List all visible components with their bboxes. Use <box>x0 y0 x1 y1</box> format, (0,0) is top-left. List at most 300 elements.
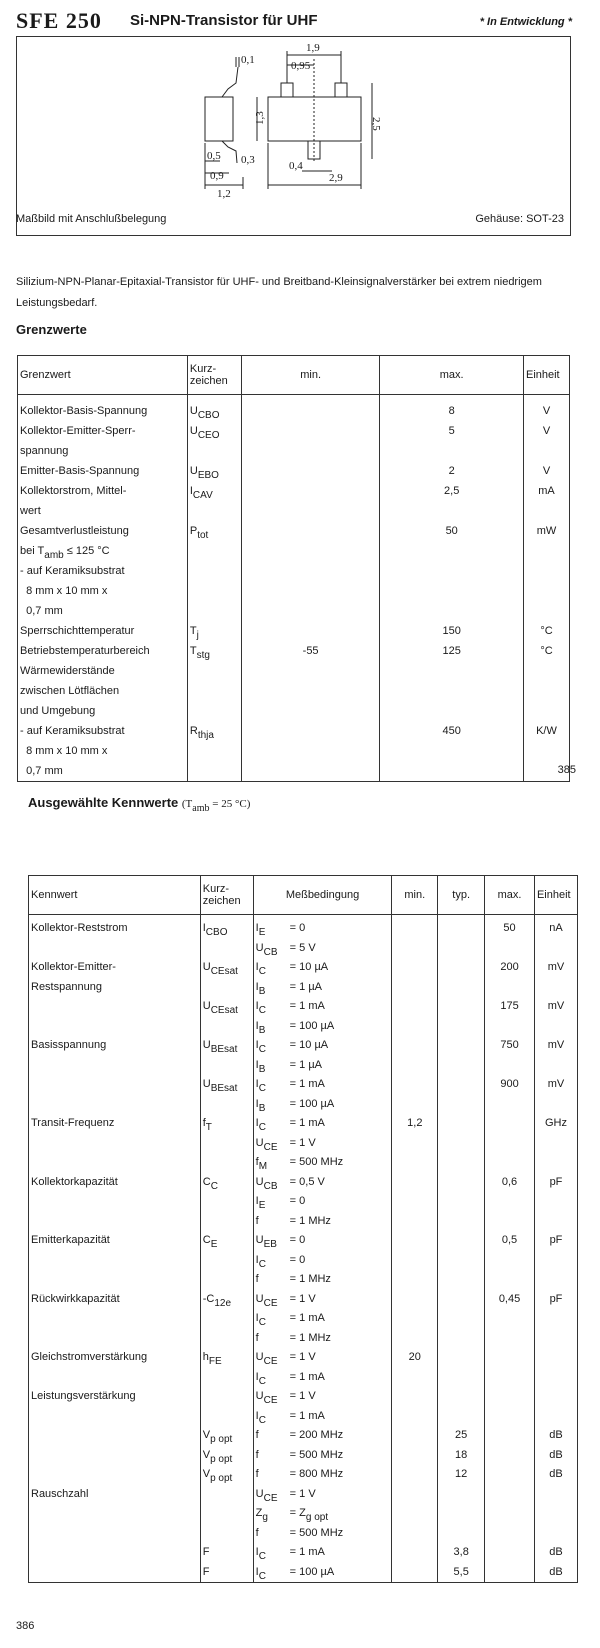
unit-value <box>534 1114 577 1173</box>
symbol-cell <box>200 997 253 1036</box>
condition-line <box>256 1134 390 1154</box>
unit-value <box>534 1387 577 1485</box>
unit-value <box>523 521 569 621</box>
typ-value-line <box>440 1153 482 1173</box>
typ-value-line <box>440 1134 482 1154</box>
max-value <box>380 661 524 782</box>
min-value-line <box>394 1465 435 1485</box>
condition-symbol: $U_{CB}$ <box>255 941 278 958</box>
symbol: $-C_{12e}$ <box>202 1292 232 1309</box>
max-text: 50 <box>445 525 458 537</box>
param-line: Wärmewiderstände <box>20 665 115 677</box>
unit-value-line <box>537 1212 575 1232</box>
param-name <box>18 521 188 621</box>
subscript: B <box>258 1024 266 1036</box>
condition-symbol: $U_{CE}$ <box>255 1390 278 1406</box>
max-value <box>485 1485 535 1583</box>
typ-value <box>438 1485 485 1583</box>
kennwerte-row <box>29 1114 578 1173</box>
header-grenzwert: Grenzwert <box>18 356 188 395</box>
min-value-line <box>394 1504 435 1524</box>
typ-value <box>438 997 485 1036</box>
max-text: 150 <box>442 625 461 637</box>
max-value-line <box>487 1329 532 1349</box>
kennwerte-row <box>29 1231 578 1290</box>
spacer <box>526 701 567 721</box>
header-zeichen: zeichen <box>189 375 228 387</box>
header-messbedingung: Meßbedingung <box>253 876 392 915</box>
kennwerte-table <box>28 875 578 1583</box>
dim-body-height: 0,9 <box>210 170 224 182</box>
unit-value <box>523 481 569 521</box>
condition-symbol: $I_C$ <box>255 1000 266 1016</box>
symbol-line <box>203 1426 251 1446</box>
param-line: Kollektor-Emitter-Sperr- <box>20 425 136 437</box>
symbol-subscript: tot <box>197 530 209 541</box>
param-name <box>29 958 201 997</box>
symbol-subscript: T <box>205 1122 212 1133</box>
grenzwerte-row <box>18 421 570 461</box>
unit-value-line: nA <box>549 922 563 934</box>
unit-value-line <box>537 1192 575 1212</box>
condition-cell <box>253 1231 392 1290</box>
max-value-line <box>487 1446 532 1466</box>
symbol: $T_{stg}$ <box>189 645 210 661</box>
condition-line <box>256 978 390 998</box>
min-value-line: 20 <box>408 1351 421 1363</box>
unit-value-line <box>537 939 575 959</box>
symbol-subscript: 12e <box>214 1297 232 1309</box>
subscript: CB <box>263 1180 278 1192</box>
param-line: Kollektor-Emitter- <box>31 961 116 973</box>
symbol: F <box>202 1546 210 1558</box>
subscript: C <box>258 966 266 977</box>
max-value-line: 50 <box>503 922 516 934</box>
header-kurz: Kurz- <box>202 883 230 895</box>
param-name <box>29 1036 201 1075</box>
typ-value-line <box>440 919 482 939</box>
symbol-subscript: C <box>210 1180 218 1192</box>
condition-value: = 100 µA <box>289 1019 335 1032</box>
symbol-subscript: BEsat <box>210 1083 238 1094</box>
condition-line <box>256 1095 390 1115</box>
spacer <box>190 661 239 681</box>
condition-symbol: $I_B$ <box>255 1097 266 1114</box>
typ-value-line <box>440 1017 482 1037</box>
unit-value-line <box>537 978 575 998</box>
typ-value-line <box>440 1485 482 1505</box>
figure-caption: Maßbild mit Anschlußbelegung <box>16 213 167 225</box>
min-value-line <box>394 1290 435 1310</box>
param-name <box>29 1075 201 1114</box>
condition-value: = $Z_{g opt}$ <box>289 1507 329 1523</box>
max-value-line: 0,5 <box>501 1234 518 1246</box>
condition-symbol: f <box>255 1214 259 1227</box>
symbol-cell <box>200 1231 253 1290</box>
unit-value-line: pF <box>549 1292 563 1305</box>
spacer <box>244 681 378 701</box>
param-line: - auf Keramiksubstrat <box>20 565 125 577</box>
param-line <box>31 1270 198 1290</box>
unit-value-line: dB <box>549 1546 563 1558</box>
condition-symbol: $I_C$ <box>255 1253 266 1270</box>
symbol-line <box>203 1270 251 1290</box>
unit-value <box>534 1173 577 1232</box>
subscript: C <box>258 1083 266 1094</box>
symbol-line <box>203 1290 251 1310</box>
subscript: E <box>258 1200 266 1211</box>
dim-total-width: 2,5 <box>370 117 382 131</box>
page-number-385: 385 <box>557 764 576 776</box>
unit-value <box>534 915 577 959</box>
condition-symbol: $I_C$ <box>255 1117 266 1133</box>
unit-value <box>534 1485 577 1583</box>
param-name <box>29 1387 201 1485</box>
max-value <box>485 997 535 1036</box>
part-description: Si-NPN-Transistor für UHF <box>130 12 318 29</box>
min-value <box>241 521 380 621</box>
subscript: B <box>258 1102 266 1114</box>
kennwerte-row <box>29 958 578 997</box>
unit-value-line <box>537 1251 575 1271</box>
condition-symbol: $U_{CE}$ <box>255 1487 278 1504</box>
symbol: $U_{BEsat}$ <box>202 1039 238 1055</box>
symbol-subscript: CEO <box>197 430 220 441</box>
header-einheit: Einheit <box>534 876 577 915</box>
symbol-subscript: E <box>210 1239 218 1250</box>
spacer <box>526 681 567 701</box>
min-value <box>241 395 380 422</box>
spacer <box>190 701 239 721</box>
subscript: M <box>258 1161 268 1172</box>
subscript: g opt <box>305 1512 329 1523</box>
typ-value <box>438 1114 485 1173</box>
kennwerte-title: Ausgewählte Kennwerte <box>28 795 179 810</box>
max-value-line <box>487 1485 532 1505</box>
symbol-line <box>203 1329 251 1349</box>
condition-line <box>256 1173 390 1193</box>
param-name <box>18 395 188 422</box>
unit-value-line <box>537 1524 575 1544</box>
min-value <box>392 1348 438 1387</box>
max-value-line: 0,6 <box>501 1175 518 1188</box>
unit-value <box>534 958 577 997</box>
max-value <box>485 1173 535 1232</box>
symbol-line <box>203 1075 251 1095</box>
min-value-line <box>394 1251 435 1271</box>
min-value <box>392 997 438 1036</box>
min-value <box>241 421 380 461</box>
max-text: 8 <box>448 405 455 417</box>
lower-lead <box>222 141 237 163</box>
max-value-line <box>487 1348 532 1368</box>
unit-value <box>534 1036 577 1075</box>
condition-value: = 10 µA <box>289 961 329 973</box>
symbol-cell <box>187 421 241 461</box>
symbol: $V_{p opt}$ <box>202 1448 233 1465</box>
param-line <box>31 1212 198 1232</box>
param-line: Emitter-Basis-Spannung <box>20 465 140 477</box>
header-kurzzeichen <box>200 876 253 915</box>
symbol-line <box>203 1231 251 1251</box>
condition-value: = 1 V <box>289 1487 316 1500</box>
header-zeichen: zeichen <box>202 895 241 907</box>
subscript: B <box>258 1063 266 1075</box>
dim-body-length: 2,9 <box>329 172 343 184</box>
subscript: CE <box>263 1141 278 1153</box>
min-value-line <box>394 1543 435 1563</box>
condition-line <box>256 1231 390 1251</box>
condition-symbol: $U_{CE}$ <box>255 1351 278 1367</box>
typ-value-line <box>440 1290 482 1310</box>
condition-cell <box>253 1348 392 1387</box>
param-name <box>18 621 188 641</box>
min-value-line <box>394 1075 435 1095</box>
param-name <box>29 1290 201 1349</box>
housing-label: Gehäuse: SOT-23 <box>475 213 564 225</box>
min-value-line <box>394 1368 435 1388</box>
param-line: Sperrschichttemperatur <box>20 625 135 637</box>
condition-value: = 1 MHz <box>289 1331 331 1344</box>
max-value <box>380 521 524 621</box>
param-name <box>29 1114 201 1173</box>
typ-value-line <box>440 1212 482 1232</box>
symbol-cell <box>200 1387 253 1485</box>
condition-line <box>256 1153 390 1173</box>
max-text: 125 <box>442 645 461 657</box>
typ-value-line: 3,8 <box>453 1546 469 1558</box>
subscript: CE <box>263 1395 278 1406</box>
dim-total-height: 1,2 <box>217 188 231 200</box>
min-value-line <box>394 1563 435 1583</box>
typ-value-line: 18 <box>455 1448 468 1461</box>
condition-symbol: f <box>255 1429 259 1441</box>
condition-line <box>256 1465 390 1485</box>
max-value <box>485 915 535 959</box>
condition-value: = 5 V <box>289 941 316 954</box>
max-value-line <box>487 1504 532 1524</box>
min-value-line <box>394 997 435 1017</box>
condition-value: = 1 V <box>289 1390 316 1402</box>
min-value-line <box>394 1134 435 1154</box>
typ-value <box>438 1231 485 1290</box>
symbol-line <box>203 1017 251 1037</box>
param-line <box>31 1524 198 1544</box>
grenzwerte-row <box>18 521 570 621</box>
min-value-line <box>394 1192 435 1212</box>
max-value-line <box>487 1056 532 1076</box>
param-line <box>31 1095 198 1115</box>
typ-value-line <box>440 1524 482 1544</box>
typ-value-line <box>440 1309 482 1329</box>
subscript: CE <box>263 1492 278 1504</box>
typ-value-line <box>440 1348 482 1368</box>
subscript: amb <box>192 803 210 814</box>
min-value-line <box>394 1212 435 1232</box>
max-value-line <box>487 1153 532 1173</box>
unit-value-line <box>537 1056 575 1076</box>
symbol-line <box>203 1212 251 1232</box>
min-value <box>392 1231 438 1290</box>
unit-value-line: dB <box>549 1429 563 1441</box>
unit-value-line: pF <box>549 1234 563 1246</box>
max-value-line <box>487 1114 532 1134</box>
min-value-line <box>394 1173 435 1193</box>
symbol-line <box>203 958 251 978</box>
min-value-line <box>394 1309 435 1329</box>
unit-text: mA <box>538 485 555 497</box>
max-value-line <box>487 1387 532 1407</box>
symbol-subscript: CBO <box>205 927 228 938</box>
condition-line <box>256 997 390 1017</box>
typ-value-line <box>440 1173 482 1193</box>
header-kurz: Kurz- <box>189 363 217 375</box>
symbol-line <box>203 1056 251 1076</box>
symbol-cell <box>187 521 241 621</box>
typ-value-line <box>440 1368 482 1388</box>
param-line: Leistungsverstärkung <box>31 1390 136 1402</box>
dim-body-width: 1,3 <box>254 111 266 125</box>
condition-value: = 500 MHz <box>289 1156 344 1168</box>
typ-value-line <box>440 997 482 1017</box>
symbol-cell <box>200 1114 253 1173</box>
param-line <box>31 1075 198 1095</box>
unit-value-line: dB <box>549 1468 563 1480</box>
min-value-line <box>394 1231 435 1251</box>
unit-value <box>523 421 569 461</box>
param-line <box>31 1251 198 1271</box>
condition-cell <box>253 915 392 959</box>
intro-paragraph: Silizium-NPN-Planar-Epitaxial-Transistor für UHF- und Breitband-Kleinsignalverstärker bei extrem niedrigem Leistungsbedarf. <box>16 276 542 309</box>
typ-value-line <box>440 1036 482 1056</box>
param-name <box>18 421 188 461</box>
param-name <box>18 481 188 521</box>
condition-cell <box>253 1114 392 1173</box>
max-value <box>380 641 524 661</box>
max-value-line: 900 <box>500 1078 519 1090</box>
symbol: $C_C$ <box>202 1175 218 1192</box>
subscript: C <box>258 1375 266 1387</box>
condition-value: = 500 MHz <box>289 1526 344 1539</box>
min-value <box>241 621 380 641</box>
symbol-subscript: FE <box>208 1356 222 1367</box>
param-line: Emitterkapazität <box>31 1234 110 1246</box>
section-title-grenzwerte: Grenzwerte <box>16 322 87 337</box>
unit-value <box>534 997 577 1036</box>
symbol-line <box>203 1504 251 1524</box>
max-value <box>485 1231 535 1290</box>
condition-value: = 0 <box>289 1234 306 1246</box>
header-min: min. <box>241 356 380 395</box>
min-value-line <box>394 1095 435 1115</box>
symbol-line <box>203 939 251 959</box>
param-line: Rückwirkkapazität <box>31 1292 120 1305</box>
condition-symbol: f <box>255 1526 259 1539</box>
subscript: CE <box>263 1297 278 1309</box>
param-name <box>29 1348 201 1387</box>
condition-symbol: $I_B$ <box>255 1019 266 1036</box>
symbol-cell <box>200 1075 253 1114</box>
symbol-line <box>203 1134 251 1154</box>
unit-value-line: dB <box>549 1565 563 1578</box>
typ-value-line <box>440 1504 482 1524</box>
min-value-line <box>394 1036 435 1056</box>
unit-value <box>523 395 569 422</box>
min-value-line <box>394 1153 435 1173</box>
typ-value <box>438 1173 485 1232</box>
condition-line <box>256 1524 390 1544</box>
symbol: F <box>202 1565 210 1578</box>
condition-line <box>256 1563 390 1583</box>
max-value <box>485 958 535 997</box>
typ-value <box>438 1036 485 1075</box>
subscript: CB <box>263 946 278 958</box>
condition-symbol: $I_C$ <box>255 1078 266 1094</box>
symbol: $V_{p opt}$ <box>202 1429 233 1445</box>
subscript: B <box>258 985 266 997</box>
symbol: $P_{tot}$ <box>189 525 209 541</box>
min-value-line <box>394 1056 435 1076</box>
condition-value: = 1 V <box>289 1136 316 1149</box>
min-value <box>392 915 438 959</box>
symbol-subscript: CAV <box>192 490 213 501</box>
param-name <box>29 1173 201 1232</box>
condition-symbol: $I_C$ <box>255 1370 266 1387</box>
max-value-line <box>487 978 532 998</box>
param-name <box>18 461 188 481</box>
param-line <box>31 1426 198 1446</box>
min-value-line <box>394 1485 435 1505</box>
unit-value-line <box>537 1407 575 1427</box>
kennwerte-row <box>29 1173 578 1232</box>
condition-line <box>256 1056 390 1076</box>
typ-value-line <box>440 1251 482 1271</box>
min-value <box>392 1387 438 1485</box>
subscript: C <box>258 1258 266 1270</box>
unit-value <box>523 621 569 641</box>
condition-symbol: f <box>255 1273 259 1285</box>
unit-value-line: pF <box>549 1175 563 1188</box>
kennwerte-row <box>29 1036 578 1075</box>
condition-line <box>256 1329 390 1349</box>
unit-text: V <box>542 465 551 477</box>
max-value-line <box>487 1524 532 1544</box>
condition-symbol: f <box>255 1468 259 1480</box>
symbol-line <box>203 1309 251 1329</box>
max-value <box>485 1114 535 1173</box>
spacer <box>382 681 521 701</box>
param-line <box>31 1368 198 1388</box>
condition-value: = 1 mA <box>289 1546 325 1558</box>
subscript: C <box>258 1570 266 1582</box>
max-value-line <box>487 1465 532 1485</box>
min-value-line <box>394 978 435 998</box>
symbol-line <box>203 1563 251 1583</box>
condition-symbol: $I_E$ <box>255 1195 266 1211</box>
max-value-line <box>487 1543 532 1563</box>
param-line: Gesamtverlustleistung <box>20 525 129 537</box>
max-text: 2,5 <box>444 485 460 497</box>
symbol: $T_j$ <box>189 625 199 641</box>
param-line <box>31 1192 198 1212</box>
min-value-line <box>394 1426 435 1446</box>
symbol-line <box>203 1114 251 1134</box>
condition-symbol: $I_E$ <box>255 922 266 938</box>
param-name <box>29 997 201 1036</box>
condition-value: = 1 mA <box>289 1312 325 1324</box>
condition-value: = 1 MHz <box>289 1214 331 1227</box>
condition-line <box>256 1387 390 1407</box>
